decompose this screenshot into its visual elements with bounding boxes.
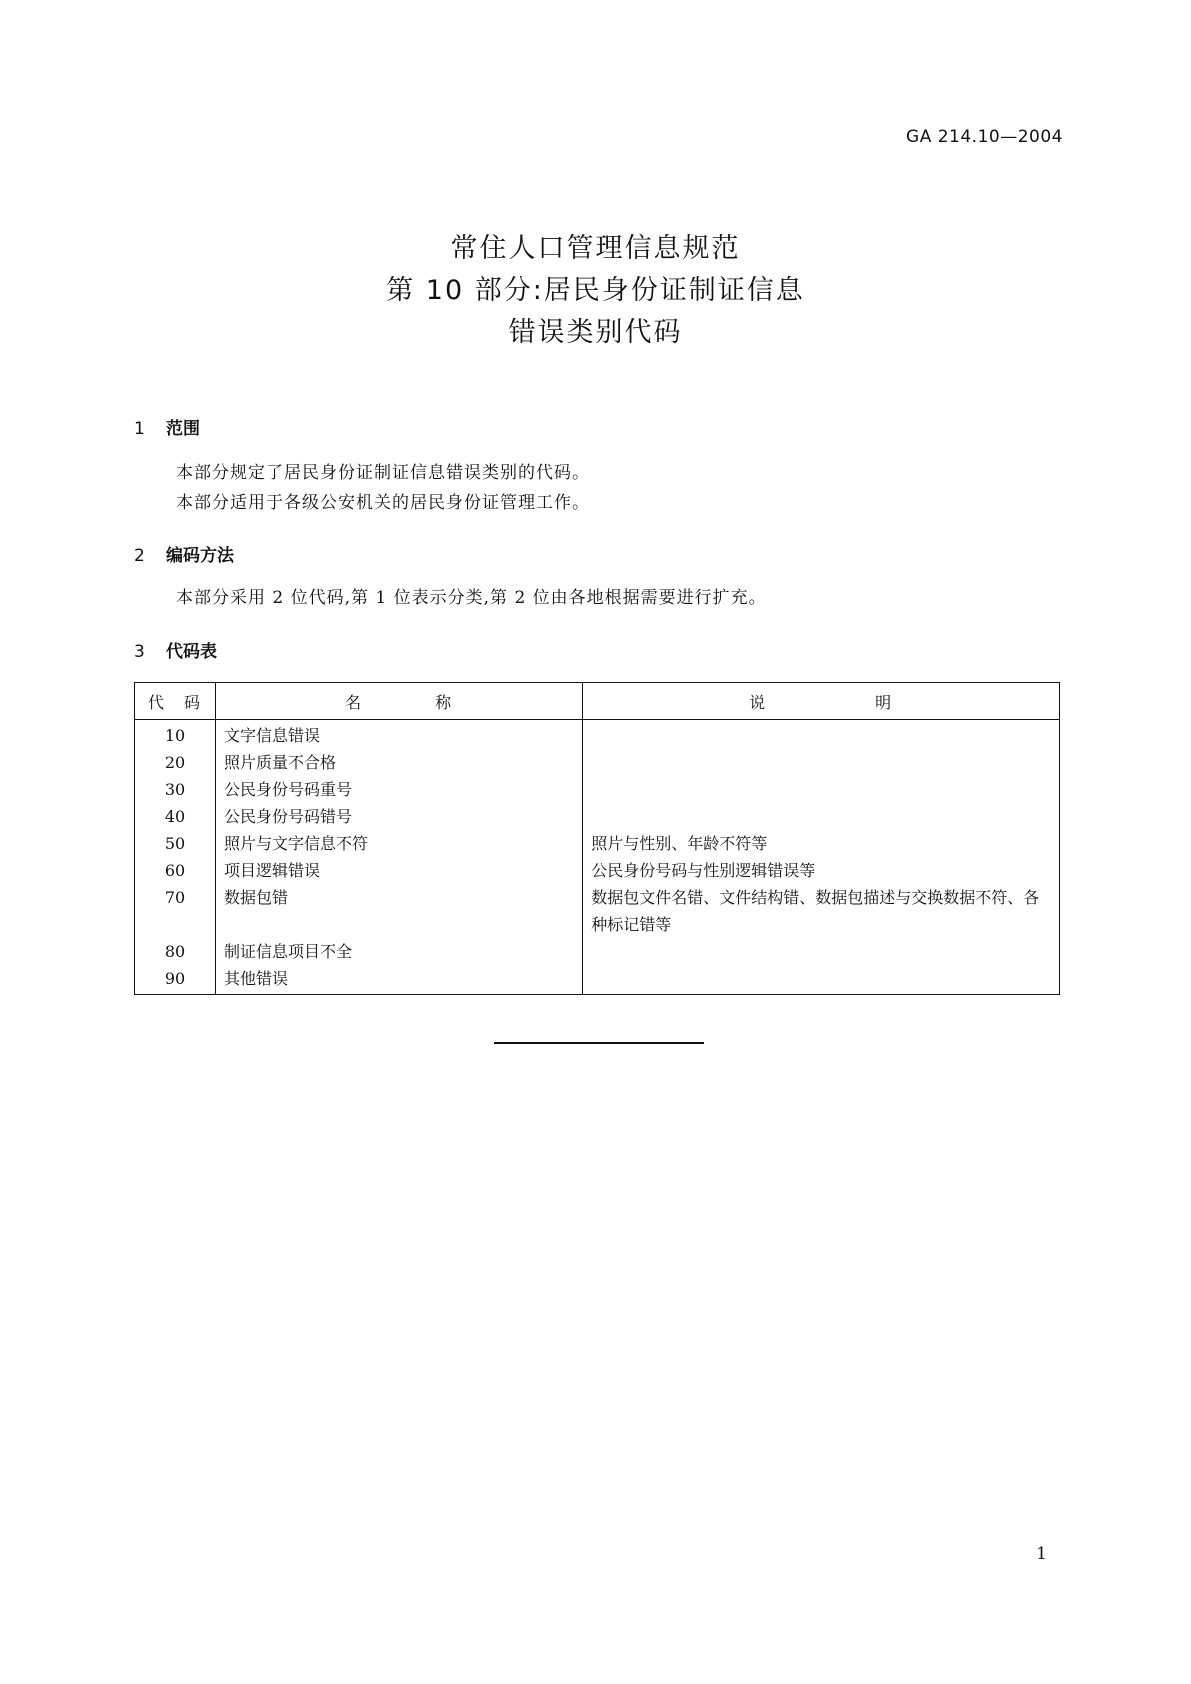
cell-name: 项目逻辑错误 — [216, 857, 583, 884]
section-2-title: 编码方法 — [166, 546, 234, 566]
section-1-paragraph-2: 本部分适用于各级公安机关的居民身份证管理工作。 — [176, 493, 590, 513]
section-1-heading — [134, 414, 200, 439]
table-row — [135, 938, 1060, 965]
cell-name: 公民身份号码错号 — [216, 803, 583, 830]
section-1-paragraph-1: 本部分规定了居民身份证制证信息错误类别的代码。 — [176, 463, 590, 483]
cell-name: 数据包错 — [216, 884, 583, 938]
cell-name: 照片质量不合格 — [216, 749, 583, 776]
table-row — [135, 776, 1060, 803]
table-row — [135, 965, 1060, 995]
cell-name: 其他错误 — [216, 965, 583, 995]
cell-description: 照片与性别、年龄不符等 — [583, 830, 1060, 857]
table-row — [135, 803, 1060, 830]
title-line-2: 第 10 部分:居民身份证制证信息 — [386, 275, 805, 306]
cell-code: 30 — [135, 776, 216, 803]
cell-code: 10 — [135, 720, 216, 750]
page-number: 1 — [1036, 1544, 1047, 1564]
code-table — [134, 682, 1060, 995]
cell-code: 60 — [135, 857, 216, 884]
header-code: 代 码 — [135, 683, 216, 720]
section-1-body — [176, 458, 590, 518]
cell-code: 80 — [135, 938, 216, 965]
section-3-title: 代码表 — [166, 642, 217, 662]
section-3-heading — [134, 637, 217, 662]
section-2-body — [176, 583, 767, 613]
cell-description — [583, 749, 1060, 776]
cell-name: 制证信息项目不全 — [216, 938, 583, 965]
cell-name: 照片与文字信息不符 — [216, 830, 583, 857]
end-of-document-rule — [494, 1042, 704, 1044]
table-row — [135, 720, 1060, 750]
table-row — [135, 857, 1060, 884]
cell-description — [583, 965, 1060, 995]
section-1-title: 范围 — [166, 419, 200, 439]
cell-code: 70 — [135, 884, 216, 938]
standard-code: GA 214.10—2004 — [906, 127, 1063, 147]
cell-code: 20 — [135, 749, 216, 776]
table-row — [135, 884, 1060, 938]
cell-name: 公民身份号码重号 — [216, 776, 583, 803]
cell-code: 50 — [135, 830, 216, 857]
table-row — [135, 749, 1060, 776]
cell-description — [583, 720, 1060, 750]
cell-description — [583, 938, 1060, 965]
title-line-3: 错误类别代码 — [508, 317, 683, 348]
cell-code: 90 — [135, 965, 216, 995]
section-2-number: 2 — [134, 546, 145, 566]
cell-description: 公民身份号码与性别逻辑错误等 — [583, 857, 1060, 884]
section-3-number: 3 — [134, 642, 145, 662]
header-description: 说 明 — [583, 683, 1060, 720]
cell-description: 数据包文件名错、文件结构错、数据包描述与交换数据不符、各种标记错等 — [583, 884, 1060, 938]
title-line-1: 常住人口管理信息规范 — [450, 233, 741, 264]
cell-name: 文字信息错误 — [216, 720, 583, 750]
section-2-heading — [134, 541, 234, 566]
table-row — [135, 830, 1060, 857]
section-2-paragraph-1: 本部分采用 2 位代码,第 1 位表示分类,第 2 位由各地根据需要进行扩充。 — [176, 588, 767, 608]
cell-description — [583, 776, 1060, 803]
table-header-row — [135, 683, 1060, 720]
cell-code: 40 — [135, 803, 216, 830]
document-title — [0, 228, 1191, 354]
section-1-number: 1 — [134, 419, 145, 439]
header-name: 名 称 — [216, 683, 583, 720]
cell-description — [583, 803, 1060, 830]
